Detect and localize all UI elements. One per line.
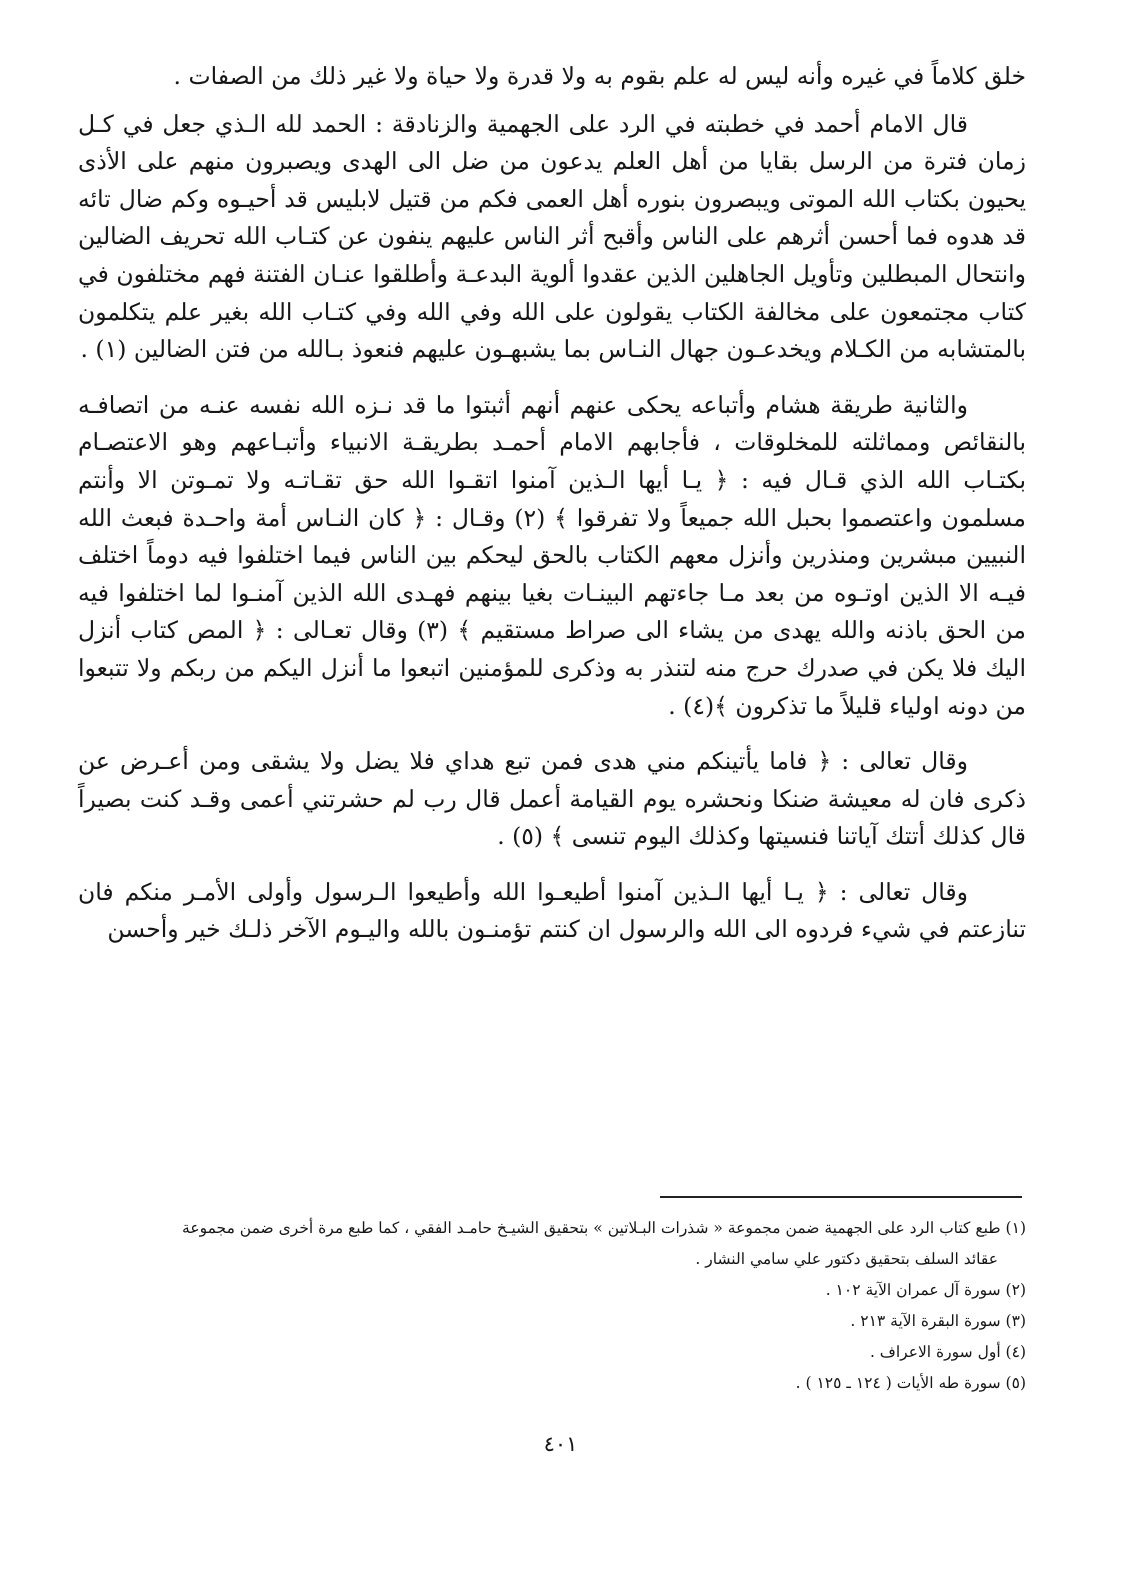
page-number: ٤٠١ xyxy=(543,1432,578,1456)
footnotes xyxy=(78,1213,1026,1399)
footnote-5: (٥) سورة طه الأيات ( ١٢٤ ـ ١٢٥ ) . xyxy=(795,1374,1026,1392)
paragraph-2: قال الامام أحمد في خطبته في الرد على الجهمية والزنادقة : الحمد لله الـذي جعل في كـل زمان فترة من الرسل بقايا من أهل العلم يدعون من ضل الى الهدى ويصبرون منهم على الأذى يحيون بكتاب الله الموتى ويبصرون بنوره أهل العمى فكم من قتيل لابليس قد أحيـوه وكم ضال تائه قد هدوه فما أحسن أثرهم على الناس وأقبح أثر الناس عليهم ينفون عن كتـاب الله تحريف الضالين وانتحال المبطلين وتأويل الجاهلين الذين عقدوا ألوية البدعـة وأطلقوا عنـان الفتنة فهم مختلفون في كتاب مجتمعون على مخالفة الكتاب يقولون على الله وفي الله وفي كتـاب الله بغير علم يتكلمون بالمتشابه من الكـلام ويخدعـون جهال النـاس بما يشبهـون عليهم فنعوذ بـالله من فتن الضالين (١) . xyxy=(78,109,1026,364)
footnote-2: (٢) سورة آل عمران الآية ١٠٢ . xyxy=(825,1281,1026,1299)
footnote-1-line-2: عقائد السلف بتحقيق دكتور علي سامي النشار . xyxy=(695,1250,998,1268)
paragraph-4: وقال تعالى : ﴿ فاما يأتينكم مني هدى فمن تبع هداي فلا يضل ولا يشقى ومن أعـرض عن ذكرى فان له معيشة ضنكا ونحشره يوم القيامة أعمل قال رب لم حشرتني أعمى وقـد كنت بصيراً قال كذلك أتتك آياتنا فنسيتها وكذلك اليوم تنسى ﴾ (٥) . xyxy=(78,747,1026,851)
paragraph-1: خلق كلاماً في غيره وأنه ليس له علم بقوم به ولا قدرة ولا حياة ولا غير ذلك من الصفات . xyxy=(173,62,1026,90)
paragraph-3: والثانية طريقة هشام وأتباعه يحكى عنهم أنهم أثبتوا ما قد نـزه الله نفسه عنـه من اتصافـه بالنقائص ومماثلته للمخلوقات ، فأجابهم الامام أحمـد بطريقـة الانبياء وأتبـاعهم وهو الاعتصـام بكتـاب الله الذي قـال فيه : ﴿ يـا أيها الـذين آمنوا اتقـوا الله حق تقـاتـه ولا تمـوتن الا وأنتم مسلمون واعتصموا بحبل الله جميعاً ولا تفرقوا ﴾ (٢) وقـال : ﴿ كان النـاس أمة واحـدة فبعث الله النبيين مبشرين ومنذرين وأنزل معهم الكتاب بالحق ليحكم بين الناس فيما اختلفوا فيه دوماً اختلف فيـه الا الذين اوتـوه من بعد مـا جاءتهم البينـات بغيا بينهم فهـدى الله الذين آمنـوا لما اختلفوا فيه من الحق باذنه والله يهدى من يشاء الى صراط مستقيم ﴾ (٣) وقال تعـالى : ﴿ المص كتاب أنزل اليك فلا يكن في صدرك حرج منه لتنذر به وذكرى للمؤمنين اتبعوا ما أنزل اليكم من ربكم ولا تتبعوا من دونه اولياء قليلاً ما تذكرون ﴾(٤) . xyxy=(78,390,1026,720)
footnote-4: (٤) أول سورة الاعراف . xyxy=(869,1343,1026,1361)
footnote-1-line-1: (١) طبع كتاب الرد على الجهمية ضمن مجموعة « شذرات البـلاتين » بتحقيق الشيـخ حامـد الفقي ، كما طبع مرة أخرى ضمن مجموعة xyxy=(182,1219,1026,1237)
footnote-separator xyxy=(660,1196,1022,1198)
footnote-3: (٣) سورة البقرة الآية ٢١٣ . xyxy=(850,1312,1026,1330)
main-text xyxy=(78,58,1026,949)
paragraph-5: وقال تعالى : ﴿ يـا أيها الـذين آمنوا أطيعـوا الله وأطيعوا الـرسول وأولى الأمـر منكم فان تنازعتم في شيء فردوه الى الله والرسول ان كنتم تؤمنـون بالله واليـوم الآخر ذلـك خير وأحسن xyxy=(78,877,1026,944)
footnote-1 xyxy=(78,1213,1026,1275)
